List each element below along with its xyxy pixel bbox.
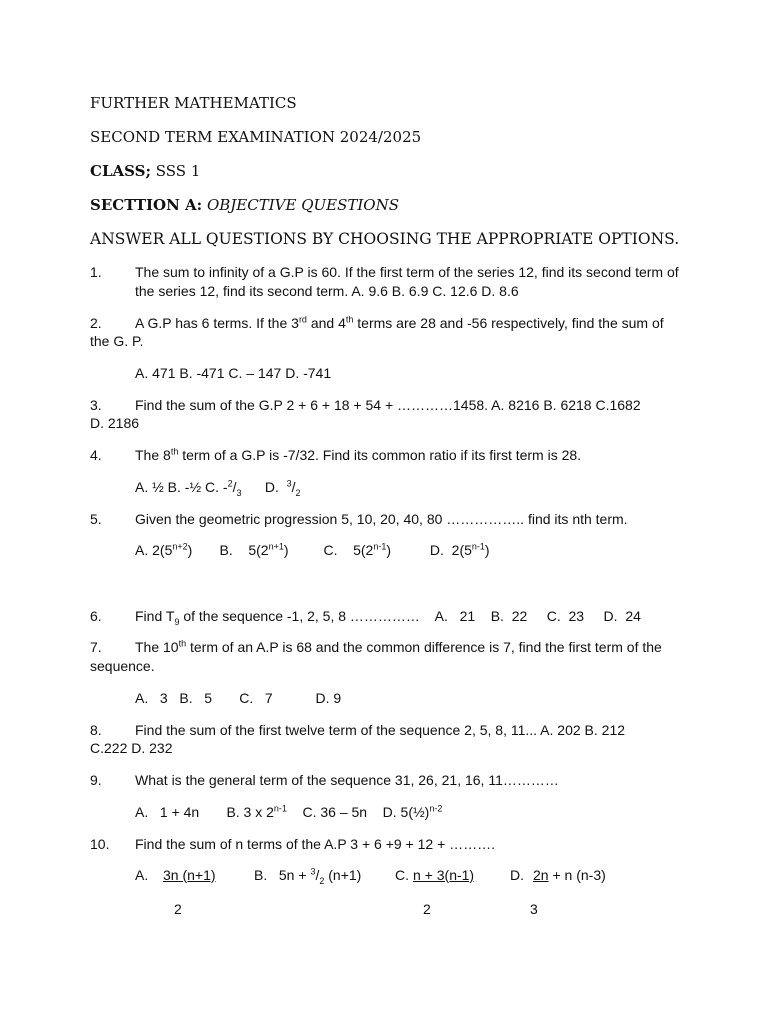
question-2-line-1: A G.P has 6 terms. If the 3rd and 4th terms are 28 and -56 respectively, find the sum of xyxy=(135,314,664,331)
option-a-denominator: 2 xyxy=(174,901,182,917)
exam-title: SECOND TERM EXAMINATION 2024/2025 xyxy=(90,128,422,146)
option-c-label: C. xyxy=(395,867,409,883)
question-5-line-1: Given the geometric progression 5, 10, 20, 40, 80 …………….. find its nth term. xyxy=(135,511,628,527)
instruction: ANSWER ALL QUESTIONS BY CHOOSING THE APPROPRIATE OPTIONS. xyxy=(90,230,680,248)
question-1-line-1: The sum to infinity of a G.P is 60. If the first term of the series 12, find its second term of xyxy=(135,264,679,280)
class-value: SSS 1 xyxy=(155,162,201,180)
option-d-denominator: 3 xyxy=(530,901,538,917)
question-8-number: 8. xyxy=(90,722,102,738)
question-1-line-2: the series 12, find its second term. A. 9.6 B. 6.9 C. 12.6 D. 8.6 xyxy=(135,283,519,299)
question-4-line-1: The 8th term of a G.P is -7/32. Find its common ratio if its first term is 28. xyxy=(135,446,582,463)
question-6-number: 6. xyxy=(90,608,102,624)
question-2-options: A. 471 B. -471 C. – 147 D. -741 xyxy=(135,365,332,381)
class-line xyxy=(90,162,200,180)
option-a-numerator: 3n (n+1) xyxy=(163,867,216,883)
option-d-expression: 2n + n (n-3) xyxy=(533,867,606,883)
question-5-number: 5. xyxy=(90,511,102,527)
question-8-line-2: C.222 D. 232 xyxy=(90,740,173,756)
question-3-number: 3. xyxy=(90,397,102,413)
option-c-denominator: 2 xyxy=(423,901,431,917)
class-label: CLASS; xyxy=(90,162,151,180)
question-9-line-1: What is the general term of the sequence 31, 26, 21, 16, 11………… xyxy=(135,772,559,788)
question-7-options: A. 3 B. 5 C. 7 D. 9 xyxy=(135,690,342,706)
question-1-number: 1. xyxy=(90,264,102,280)
question-5-options: A. $2(5^{n+2})$ B. $5(2^{n+1})$ C. 5(2$^{n-1}$) D. 2(5$^{n-1}$) xyxy=(135,541,490,558)
question-3-line-1: Find the sum of the G.P 2 + 6 + 18 + 54 + …………1458. A. 8216 B. 6218 C.1682 xyxy=(135,397,641,413)
question-10-line-1: Find the sum of n terms of the A.P 3 + 6 +9 + 12 + ………. xyxy=(135,836,496,852)
question-7-line-2: sequence. xyxy=(90,658,155,674)
question-4-options: A. ½ B. -½ C. $-^2/_3$ D. $^3/_2$ xyxy=(135,478,301,498)
subject-title: FURTHER MATHEMATICS xyxy=(90,94,297,112)
section-label: SECTTION A: xyxy=(90,196,203,214)
question-7-line-1: The 10th term of an A.P is 68 and the common difference is 7, find the first term of the xyxy=(135,638,662,655)
section-value: OBJECTIVE QUESTIONS xyxy=(206,196,400,214)
option-c-numerator: n + 3(n-1) xyxy=(413,867,475,883)
question-7-number: 7. xyxy=(90,639,102,655)
option-d-label: D. xyxy=(510,867,524,883)
question-9-number: 9. xyxy=(90,772,102,788)
section-line xyxy=(90,196,399,214)
question-2-line-2: the G. P. xyxy=(90,333,144,349)
question-2-number: 2. xyxy=(90,315,102,331)
question-8-line-1: Find the sum of the first twelve term of the sequence 2, 5, 8, 11... A. 202 B. 212 xyxy=(135,722,626,738)
question-3-line-2: D. 2186 xyxy=(90,415,140,431)
question-4-number: 4. xyxy=(90,447,102,463)
question-6-line-1: Find $T_9$ of the sequence -1, 2, 5, 8 …………… A. 21 B. 22 C. 23 D. 24 xyxy=(135,608,641,627)
question-9-options: A. 1 + 4n B. 3 x 2$^{n-1}$ C. 36 – 5n D. 5(½)$^{n-2}$ xyxy=(135,803,443,820)
option-b: B. $5n + ^3/_2$ (n+1) xyxy=(254,866,362,886)
option-a-label: A. xyxy=(135,867,149,883)
question-10-number: 10. xyxy=(90,836,110,852)
